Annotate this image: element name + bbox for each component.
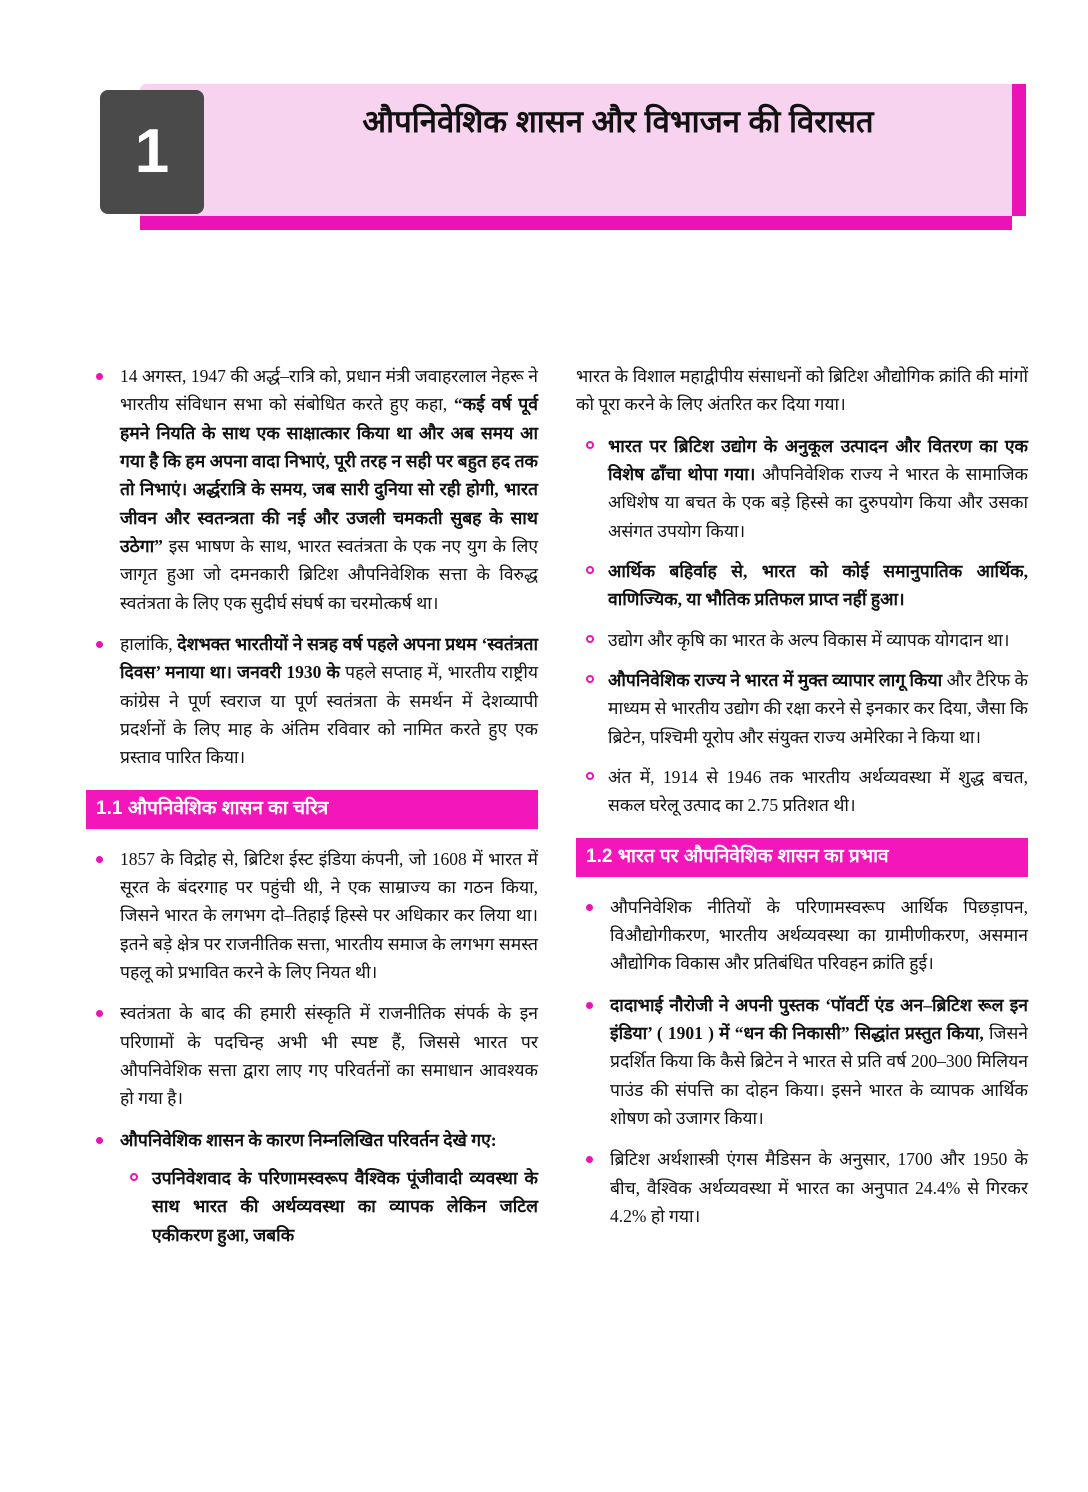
body-text: जिसने प्रदर्शित किया कि कैसे ब्रिटेन ने भारत से प्रति वर्ष 200–300 मिलियन पाउंड की संपत्ति का दोहन किया। इसने भारत के व्यापक आर्थिक शोषण को उजागर किया। <box>610 1022 1028 1128</box>
body-text: स्वतंत्रता के बाद की हमारी संस्कृति में राजनीतिक संपर्क के इन परिणामों के पदचिन्ह अभी भी स्पष्ट हैं, जिससे भारत पर औपनिवेशिक सत्ता द्वारा लाए गए परिवर्तनों का समाधान आवश्यक हो गया है। <box>120 1003 538 1109</box>
continuation-paragraph: भारत के विशाल महाद्वीपीय संसाधनों को ब्रिटिश औद्योगिक क्रांति की मांगों को पूरा करने के लिए अंतरित कर दिया गया। <box>576 366 1028 415</box>
emphasis-text: दादाभाई नौरोजी ने अपनी पुस्तक ‘पॉवर्टी एंड अन–ब्रिटिश रूल इन इंडिया’ ( 1901 ) में “धन की निकासी” सिद्धांत प्रस्तुत किया, <box>610 994 1028 1043</box>
list-item <box>86 630 538 772</box>
section-heading-1-2: 1.2 भारत पर औपनिवेशिक शासन का प्रभाव <box>576 838 1028 877</box>
intro-list <box>86 362 538 772</box>
sub-list <box>120 1164 538 1249</box>
sub-list-item <box>120 1164 538 1249</box>
colonial-effects-list <box>576 432 1028 820</box>
body-text: औपनिवेशिक नीतियों के परिणामस्वरूप आर्थिक पिछड़ापन, विऔद्योगीकरण, भारतीय अर्थव्यवस्था का ग्रामीणीकरण, असमान औद्योगिक विकास और प्रतिबंधित परिवहन क्रांति हुई। <box>610 896 1028 974</box>
page-title: औपनिवेशिक शासन और विभाजन की विरासत <box>362 104 874 139</box>
left-column <box>86 362 538 1262</box>
list-item <box>576 991 1028 1133</box>
right-column <box>576 362 1028 1262</box>
body-text: ब्रिटिश अर्थशास्त्री एंगस मैडिसन के अनुसार, 1700 और 1950 के बीच, वैश्विक अर्थव्यवस्था में भारत का अनुपात 24.4% से गिरकर 4.2% हो गया। <box>610 1149 1028 1226</box>
content-columns <box>86 362 1028 1262</box>
body-text: और टैरिफ के माध्यम से भारतीय उद्योग की रक्षा करने से इनकार कर दिया, जैसा कि ब्रिटेन, पश्चिमी यूरोप और संयुक्त राज्य अमेरिका ने किया था। <box>608 670 1028 747</box>
body-text: इस भाषण के साथ, भारत स्वतंत्रता के एक नए युग के लिए जागृत हुआ जो दमनकारी ब्रिटिश औपनिवेशिक सत्ता के विरुद्ध स्वतंत्रता के लिए एक सुदीर्घ संघर्ष का चरमोत्कर्ष था। <box>120 536 538 613</box>
list-item <box>576 557 1028 614</box>
list-item <box>576 763 1028 820</box>
chapter-number-badge: 1 <box>100 90 204 214</box>
emphasis-text: “कई वर्ष पूर्व हमने नियति के साथ एक साक्षात्कार किया था और अब समय आ गया है कि हम अपना वादा निभाएं, पूरी तरह न सही पर बहुत हद तक तो निभाएं। अर्द्धरात्रि के समय, जब सारी दुनिया सो रही होगी, भारत जीवन और स्वतन्त्रता की नई और उजली चमकती सुबह के साथ उठेगा” <box>120 394 538 557</box>
list-item <box>86 362 538 617</box>
emphasis-text: उपनिवेशवाद के परिणामस्वरूप वैश्विक पूंजीवादी व्यवस्था के साथ भारत की अर्थव्यवस्था का व्यापक लेकिन जटिल एकीकरण हुआ, जबकि <box>152 1168 538 1245</box>
emphasis-text: औपनिवेशिक राज्य ने भारत में मुक्त व्यापार लागू किया <box>608 670 947 691</box>
list-item <box>576 626 1028 654</box>
header-accent-right <box>1012 84 1026 216</box>
body-text: 1857 के विद्रोह से, ब्रिटिश ईस्ट इंडिया कंपनी, जो 1608 में भारत में सूरत के बंदरगाह पर पहुंची थी, ने एक साम्राज्य का गठन किया, जिसने भारत के लगभग दो–तिहाई हिस्से पर अधिकार कर लिया था। इतने बड़े क्षेत्र पर राजनीतिक सत्ता, भारतीय समाज के लगभग समस्त पहलू को प्रभावित करने के लिए नियत थी। <box>120 848 538 982</box>
body-text: पहले सप्ताह में, भारतीय राष्ट्रीय कांग्रेस ने पूर्ण स्वराज या पूर्ण स्वतंत्रता के समर्थन में देशव्यापी प्रदर्शनों के लिए माह के अंतिम रविवार को नामित करते हुए एक प्रस्ताव पारित किया। <box>120 662 539 768</box>
chapter-header <box>100 84 1026 234</box>
section-heading-1-1: 1.1 औपनिवेशिक शासन का चरित्र <box>86 790 538 829</box>
body-text: औपनिवेशिक राज्य ने भारत के सामाजिक अधिशेष या बचत के एक बड़े हिस्से का दुरुपयोग किया और उसका असंगत उपयोग किया। <box>608 464 1028 541</box>
emphasis-text: आर्थिक बहिर्वाह से, भारत को कोई समानुपातिक आर्थिक, वाणिज्यिक, या भौतिक प्रतिफल प्राप्त नहीं हुआ। <box>608 561 1028 610</box>
body-text: 14 अगस्त, 1947 की अर्द्ध–रात्रि को, प्रधान मंत्री जवाहरलाल नेहरू ने भारतीय संविधान सभा को संबोधित करते हुए कहा, <box>120 366 538 415</box>
emphasis-text: भारत पर ब्रिटिश उद्योग के अनुकूल उत्पादन और वितरण का एक विशेष ढाँचा थोपा गया। <box>608 435 1028 485</box>
document-page <box>0 84 1088 1492</box>
list-item <box>576 1145 1028 1230</box>
list-item <box>576 666 1028 751</box>
body-text: अंत में, 1914 से 1946 तक भारतीय अर्थव्यवस्था में शुद्ध बचत, सकल घरेलू उत्पाद का 2.75 प्रतिशत थी। <box>608 767 1028 816</box>
section-1-2-list <box>576 893 1028 1231</box>
section-1-1-list <box>86 845 538 1249</box>
body-text: उद्योग और कृषि का भारत के अल्प विकास में व्यापक योगदान था। <box>608 629 1010 650</box>
list-item <box>576 893 1028 978</box>
list-item <box>86 999 538 1112</box>
body-text: हालांकि, <box>120 634 178 655</box>
header-accent-bottom <box>140 216 1012 230</box>
list-item <box>86 1126 538 1249</box>
list-item <box>576 432 1028 545</box>
emphasis-text: देशभक्त भारतीयों ने सत्रह वर्ष पहले अपना प्रथम ‘स्वतंत्रता दिवस’ मनाया था। जनवरी 1930 के <box>120 634 539 683</box>
list-item <box>86 845 538 987</box>
emphasis-text: औपनिवेशिक शासन के कारण निम्नलिखित परिवर्तन देखे गए: <box>120 1129 497 1150</box>
